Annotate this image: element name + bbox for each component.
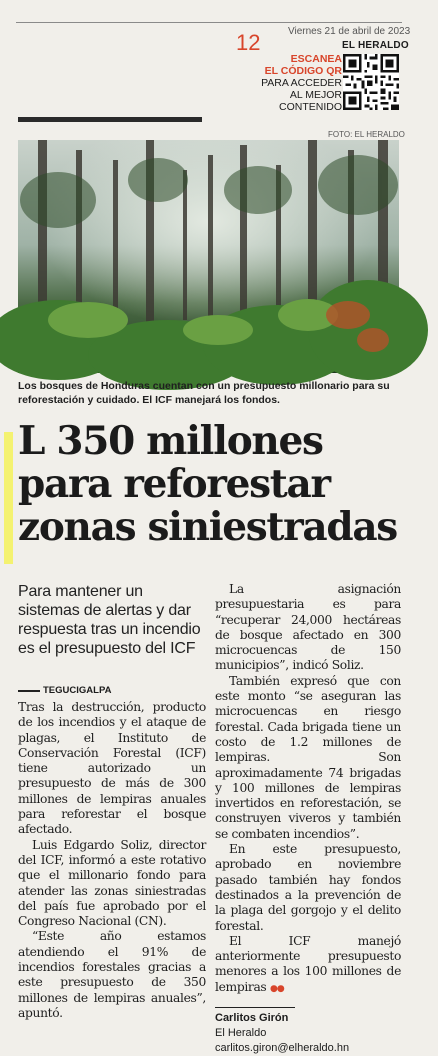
paragraph: “Este año estamos atendiendo el 91% de incendios forestales gracias a este presupuesto de 350 millones de lempiras anuales”, apuntó. (18, 929, 206, 1020)
byline-rule (215, 1007, 295, 1008)
body-right (215, 582, 401, 997)
byline (215, 1007, 401, 1056)
paragraph: Tras la destrucción, producto de los incendios y el ataque de plagas, el Instituto de Conservación Forestal (ICF) tiene autorizado un presupuesto de más de 300 millones de lempiras anuales para reforestar el bosque afectado. (18, 700, 206, 837)
right-column (215, 582, 401, 1056)
photo-caption: Los bosques de Honduras cuentan con un presupuesto millonario para su reforestación y cuidado. El ICF manejará los fondos. (18, 380, 390, 406)
author-email[interactable]: carlitos.giron@elheraldo.hn (215, 1042, 350, 1055)
left-column (18, 582, 206, 1021)
qr-promo-line5: CONTENIDO (279, 101, 342, 113)
brand-name: EL HERALDO (342, 40, 409, 51)
author-name: Carlitos Girón (215, 1012, 289, 1025)
paragraph: La asignación presupuestaria es para “recuperar 24,000 hectáreas de bosque afectado en 300 microcuencas de 150 municipios”, indicó Soliz. (215, 582, 401, 673)
qr-code-icon[interactable] (343, 54, 399, 110)
issue-date: Viernes 21 de abril de 2023 (288, 26, 411, 37)
dateline-city: TEGUCIGALPA (43, 685, 112, 696)
page-number: 12 (236, 30, 261, 55)
qr-promo-line3: PARA ACCEDER (261, 77, 342, 89)
top-rule (16, 22, 402, 23)
author-outlet: El Heraldo (215, 1027, 267, 1040)
paragraph: Luis Edgardo Soliz, director del ICF, informó a este rotativo que el millonario fondo para atender las zonas siniestradas del país fue aprobado por el Congreso Nacional (CN). (18, 837, 206, 929)
body-left (18, 700, 206, 1021)
headline (18, 420, 408, 549)
deck-summary: Para mantener un sistemas de alertas y dar respuesta tras un incendio es el presupuesto del ICF (18, 583, 201, 657)
paragraph: En este presupuesto, aprobado en noviembre pasado también hay fondos destinados a la prevención de la plaga del gorgojo y el delito forestal. (215, 842, 401, 933)
section-bar (18, 117, 202, 122)
qr-promo-text (246, 53, 342, 113)
qr-promo-line1: ESCANEA (290, 53, 342, 65)
dateline-rule (18, 690, 40, 692)
qr-promo-line4: AL MEJOR (289, 89, 342, 101)
photo-credit: FOTO: EL HERALDO (328, 130, 405, 139)
paragraph (215, 934, 401, 997)
headline-line2: para reforestar (18, 461, 330, 507)
forest-photo (18, 140, 399, 373)
end-mark-icon: ●● (269, 983, 284, 994)
paragraph-text: El ICF manejó anteriormente presupuesto menores a los 100 millones de lempiras (215, 933, 401, 994)
dateline (18, 685, 206, 696)
highlighter-mark (4, 432, 13, 564)
paragraph: También expresó que con este monto “se aseguran las microcuencas en riesgo forestal. Cada brigada tiene un costo de 1.2 millones de lempiras. Son aproximadamente 74 brigadas y 100 millones de lempiras invertidos en reforestación, se construyen viveros y también se combaten incendios”. (215, 673, 401, 841)
headline-line3: zonas siniestradas (18, 504, 397, 550)
qr-promo-line2: EL CÓDIGO QR (264, 65, 342, 77)
headline-line1: L 350 millones (18, 418, 323, 464)
